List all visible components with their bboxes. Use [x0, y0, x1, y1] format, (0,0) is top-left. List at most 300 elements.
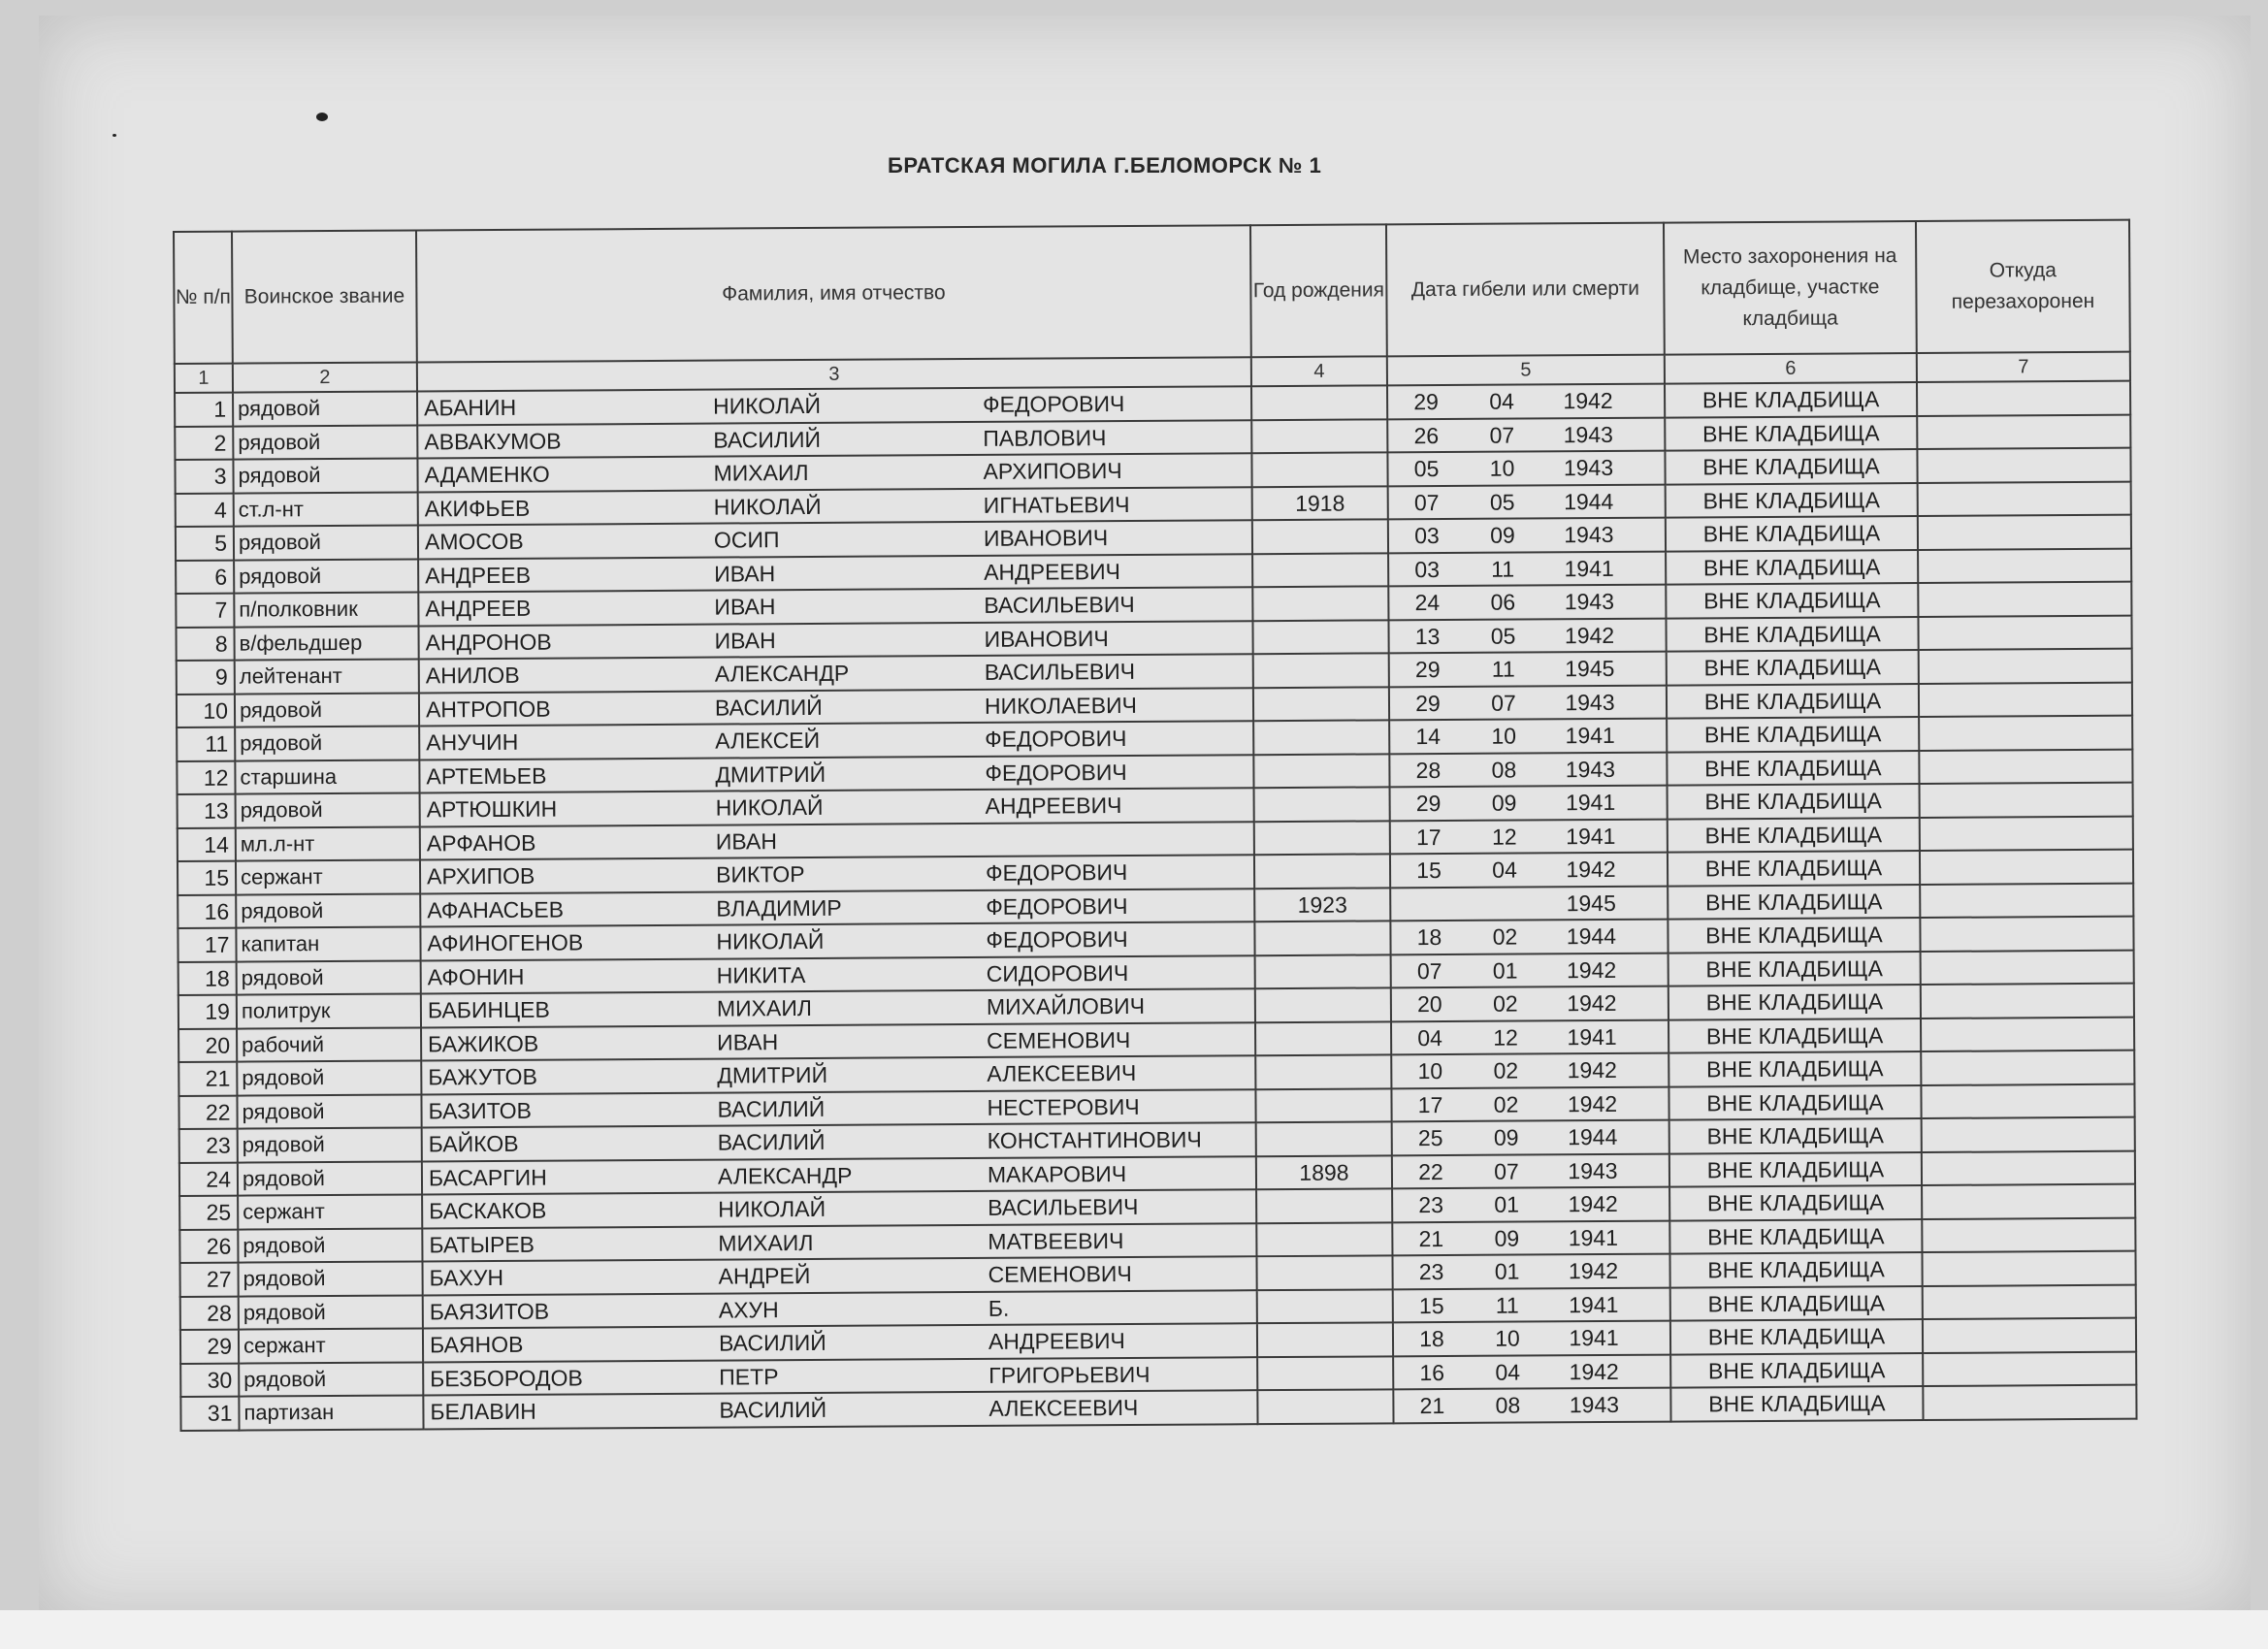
military-rank: рядовой — [233, 391, 417, 426]
death-year: 1942 — [1568, 1191, 1618, 1217]
full-name — [420, 822, 1254, 860]
full-name — [420, 788, 1254, 826]
death-day: 29 — [1413, 389, 1439, 415]
birth-year — [1256, 1255, 1392, 1289]
surname: БАТЫРЕВ — [429, 1231, 535, 1258]
death-date — [1388, 484, 1666, 519]
death-month: 12 — [1493, 1024, 1518, 1051]
register-rows — [175, 381, 2136, 1431]
full-name — [423, 1390, 1257, 1429]
death-month: 11 — [1491, 656, 1515, 682]
full-name — [418, 520, 1252, 559]
death-year: 1943 — [1563, 421, 1613, 447]
surname: БЕЛАВИН — [430, 1398, 536, 1425]
death-month: 04 — [1489, 388, 1514, 414]
full-name — [423, 1323, 1257, 1362]
birth-year — [1252, 553, 1388, 587]
full-name — [421, 1055, 1255, 1094]
patronymic: ВАСИЛЬЕВИЧ — [984, 592, 1135, 619]
reburied-from — [1919, 682, 2132, 717]
death-year: 1944 — [1566, 923, 1617, 950]
death-day: 18 — [1416, 924, 1442, 951]
death-year: 1944 — [1568, 1124, 1618, 1150]
death-day: 04 — [1417, 1024, 1442, 1051]
burial-place: ВНЕ КЛАДБИЩА — [1665, 416, 1917, 451]
death-year: 1943 — [1565, 689, 1615, 715]
patronymic: ИВАНОВИЧ — [984, 625, 1109, 652]
row-number: 23 — [179, 1129, 238, 1163]
death-date — [1392, 1220, 1669, 1255]
row-number: 7 — [176, 594, 234, 628]
death-year: 1942 — [1566, 857, 1616, 883]
death-day: 29 — [1414, 657, 1441, 683]
death-year: 1941 — [1565, 723, 1615, 749]
military-rank: рядовой — [236, 792, 420, 827]
death-day: 21 — [1418, 1225, 1444, 1251]
row-number: 21 — [178, 1062, 237, 1096]
death-date — [1389, 685, 1667, 720]
death-date — [1387, 451, 1665, 486]
birth-year — [1252, 586, 1388, 620]
death-month: 02 — [1493, 1057, 1519, 1083]
column-number: 6 — [1665, 353, 1917, 384]
death-year: 1942 — [1564, 622, 1615, 648]
military-rank: лейтенант — [235, 659, 419, 694]
death-month: 06 — [1490, 589, 1516, 615]
full-name — [421, 1089, 1255, 1128]
first-name: ВЛАДИМИР — [716, 894, 842, 922]
surname: БАХУН — [429, 1265, 504, 1291]
surname: АРТЕМЬЕВ — [426, 762, 547, 790]
row-number: 10 — [177, 694, 235, 728]
full-name — [420, 855, 1254, 893]
burial-place: ВНЕ КЛАДБИЩА — [1667, 751, 1919, 786]
death-day: 15 — [1418, 1292, 1444, 1318]
death-day: 23 — [1418, 1259, 1444, 1285]
burial-place: ВНЕ КЛАДБИЩА — [1668, 918, 1920, 953]
patronymic: НИКОЛАЕВИЧ — [984, 692, 1137, 719]
page-title: БРАТСКАЯ МОГИЛА Г.БЕЛОМОРСК № 1 — [888, 153, 1322, 178]
reburied-from — [1920, 883, 2133, 918]
patronymic: МИХАЙЛОВИЧ — [986, 993, 1146, 1020]
reburied-from — [1921, 984, 2134, 1018]
reburied-from — [1923, 1284, 2136, 1319]
death-day: 03 — [1414, 523, 1440, 549]
military-rank: рядовой — [237, 1060, 421, 1095]
row-number: 4 — [176, 493, 234, 527]
birth-year — [1256, 1222, 1392, 1256]
surname: АМОСОВ — [424, 529, 524, 555]
patronymic: СИДОРОВИЧ — [986, 959, 1129, 986]
death-day: 07 — [1413, 489, 1440, 515]
death-day: 03 — [1414, 556, 1441, 582]
column-number: 7 — [1917, 352, 2130, 382]
military-rank: рядовой — [238, 1228, 422, 1263]
death-year: 1942 — [1563, 388, 1613, 414]
military-rank: старшина — [235, 760, 419, 794]
burial-place: ВНЕ КЛАДБИЩА — [1669, 1152, 1922, 1187]
burial-place: ВНЕ КЛАДБИЩА — [1669, 985, 1921, 1019]
header-rank: Воинское звание — [232, 230, 417, 363]
patronymic: ФЕДОРОВИЧ — [985, 859, 1128, 887]
surname: АРФАНОВ — [426, 829, 536, 857]
death-date — [1389, 719, 1667, 754]
row-number: 5 — [176, 527, 234, 561]
full-name — [417, 386, 1251, 425]
surname: АДАМЕНКО — [424, 461, 550, 488]
birth-year — [1253, 687, 1389, 721]
surname: БАСАРГИН — [428, 1164, 547, 1191]
patronymic: КОНСТАНТИНОВИЧ — [987, 1126, 1202, 1154]
death-month: 10 — [1489, 455, 1515, 481]
death-year: 1943 — [1563, 455, 1614, 481]
birth-year: 1898 — [1256, 1155, 1392, 1189]
death-month: 02 — [1493, 990, 1518, 1017]
death-day: 24 — [1414, 590, 1441, 616]
death-day: 25 — [1417, 1125, 1443, 1151]
reburied-from — [1920, 783, 2133, 818]
full-name — [418, 587, 1252, 626]
reburied-from — [1921, 1083, 2134, 1118]
death-month: 07 — [1489, 422, 1515, 448]
burial-place: ВНЕ КЛАДБИЩА — [1668, 784, 1920, 819]
reburied-from — [1921, 1017, 2134, 1051]
death-day: 20 — [1417, 991, 1442, 1018]
death-date — [1392, 1254, 1669, 1289]
death-day: 29 — [1415, 791, 1442, 817]
patronymic: ФЕДОРОВИЧ — [983, 391, 1125, 418]
first-name: НИКОЛАЙ — [716, 928, 825, 954]
full-name — [421, 955, 1255, 994]
reburied-from — [1918, 515, 2131, 550]
patronymic: ФЕДОРОВИЧ — [985, 759, 1127, 786]
patronymic: ИВАНОВИЧ — [983, 525, 1109, 552]
full-name — [417, 420, 1251, 459]
military-rank: рядовой — [235, 726, 419, 760]
first-name: ВАСИЛИЙ — [719, 1397, 827, 1423]
death-date — [1389, 652, 1667, 687]
patronymic: ФЕДОРОВИЧ — [986, 926, 1128, 954]
death-date — [1391, 986, 1669, 1021]
row-number: 22 — [178, 1095, 237, 1129]
death-date — [1389, 752, 1667, 787]
death-date — [1390, 786, 1668, 821]
death-year: 1941 — [1565, 790, 1616, 816]
reburied-from — [1922, 1117, 2135, 1152]
surname: БАБИНЦЕВ — [427, 996, 550, 1023]
burial-place: ВНЕ КЛАДБИЩА — [1670, 1286, 1923, 1321]
patronymic: ИГНАТЬЕВИЧ — [983, 491, 1130, 518]
first-name: АНДРЕЙ — [718, 1263, 811, 1289]
scan-speck — [316, 113, 328, 121]
reburied-from — [1917, 448, 2130, 483]
death-date — [1393, 1321, 1670, 1356]
full-name — [418, 621, 1252, 660]
death-month: 09 — [1493, 1124, 1519, 1150]
death-month: 10 — [1491, 723, 1517, 749]
reburied-from — [1921, 1051, 2134, 1085]
patronymic: ВАСИЛЬЕВИЧ — [988, 1194, 1139, 1221]
military-rank: рядовой — [238, 1127, 422, 1162]
first-name: НИКИТА — [716, 961, 806, 988]
row-number: 15 — [178, 861, 236, 895]
surname: АФОНИН — [427, 963, 525, 990]
death-day: 22 — [1418, 1158, 1443, 1184]
death-month: 11 — [1491, 556, 1515, 582]
surname: БАСКАКОВ — [429, 1197, 547, 1224]
full-name — [422, 1156, 1256, 1195]
row-number: 19 — [178, 995, 237, 1029]
first-name: ВАСИЛИЙ — [718, 1330, 826, 1356]
death-month: 08 — [1491, 757, 1517, 783]
death-date — [1390, 819, 1668, 854]
row-number: 24 — [179, 1162, 238, 1196]
death-day: 17 — [1415, 824, 1442, 850]
reburied-from — [1918, 548, 2131, 583]
burial-place: ВНЕ КЛАДБИЩА — [1669, 1118, 1922, 1153]
burial-place: ВНЕ КЛАДБИЩА — [1666, 550, 1918, 585]
death-day: 07 — [1416, 957, 1442, 984]
full-name — [420, 889, 1254, 927]
first-name: ВАСИЛИЙ — [713, 426, 822, 453]
military-rank: рядовой — [237, 960, 421, 995]
military-rank: рядовой — [234, 525, 418, 560]
first-name: АЛЕКСЕЙ — [715, 728, 821, 754]
birth-year — [1254, 854, 1390, 888]
reburied-from — [1917, 381, 2130, 416]
reburied-from — [1917, 414, 2130, 449]
header-name: Фамилия, имя отчество — [416, 225, 1251, 362]
birth-year — [1251, 419, 1387, 453]
burial-place: ВНЕ КЛАДБИЩА — [1669, 1219, 1922, 1254]
burial-place: ВНЕ КЛАДБИЩА — [1667, 650, 1919, 685]
death-date — [1390, 853, 1668, 888]
first-name: АХУН — [718, 1296, 779, 1323]
surname: БАЗИТОВ — [428, 1097, 532, 1124]
birth-year — [1254, 921, 1390, 954]
row-number: 31 — [180, 1397, 239, 1431]
birth-year — [1255, 987, 1391, 1021]
patronymic: МАТВЕЕВИЧ — [988, 1227, 1124, 1254]
death-day: 15 — [1416, 857, 1442, 884]
first-name: ПЕТР — [719, 1363, 779, 1390]
death-month: 05 — [1490, 623, 1516, 649]
death-month: 04 — [1495, 1359, 1521, 1385]
military-rank: рядовой — [237, 1094, 421, 1129]
reburied-from — [1918, 481, 2131, 516]
death-date — [1391, 1053, 1669, 1088]
death-day: 29 — [1415, 690, 1441, 716]
military-rank: политрук — [237, 993, 421, 1028]
burial-place: ВНЕ КЛАДБИЩА — [1669, 1051, 1921, 1086]
first-name: МИХАИЛ — [716, 995, 812, 1021]
birth-year — [1253, 754, 1389, 788]
patronymic: Б. — [988, 1295, 1010, 1321]
header-death-date: Дата гибели или смерти — [1386, 223, 1665, 357]
burial-place: ВНЕ КЛАДБИЩА — [1666, 583, 1918, 618]
death-year: 1941 — [1569, 1325, 1619, 1351]
first-name: ВАСИЛИЙ — [717, 1095, 826, 1122]
burial-place: ВНЕ КЛАДБИЩА — [1667, 717, 1919, 752]
header-birth-year: Год рождения — [1250, 224, 1387, 357]
patronymic: АРХИПОВИЧ — [983, 458, 1122, 485]
header-row — [174, 220, 2130, 364]
full-name — [422, 1223, 1256, 1262]
burial-place: ВНЕ КЛАДБИЩА — [1670, 1319, 1923, 1354]
burial-place: ВНЕ КЛАДБИЩА — [1665, 382, 1917, 417]
death-year: 1943 — [1565, 756, 1616, 782]
military-rank: рядовой — [235, 693, 419, 728]
death-month: 02 — [1493, 1091, 1519, 1117]
death-date — [1387, 417, 1665, 452]
patronymic: ПАВЛОВИЧ — [983, 424, 1107, 451]
first-name: ДМИТРИЙ — [715, 760, 826, 788]
death-month: 01 — [1494, 1191, 1520, 1217]
reburied-from — [1923, 1318, 2136, 1353]
column-number: 3 — [417, 357, 1251, 391]
death-month: 09 — [1491, 790, 1517, 816]
reburied-from — [1920, 917, 2133, 952]
military-rank: п/полковник — [234, 592, 418, 627]
military-rank: рядовой — [239, 1295, 423, 1330]
reburied-from — [1919, 649, 2132, 684]
military-rank: сержант — [238, 1194, 422, 1229]
birth-year — [1257, 1289, 1393, 1323]
patronymic: МАКАРОВИЧ — [987, 1160, 1127, 1187]
reburied-from — [1923, 1385, 2136, 1420]
surname: БАЖИКОВ — [428, 1030, 539, 1057]
military-rank: рядовой — [233, 425, 417, 460]
column-number: 2 — [233, 362, 417, 392]
death-date — [1393, 1287, 1670, 1322]
birth-year — [1252, 519, 1388, 553]
full-name — [418, 554, 1252, 593]
patronymic: АНДРЕЕВИЧ — [984, 558, 1121, 585]
death-date — [1393, 1354, 1670, 1389]
military-rank: в/фельдшер — [234, 626, 418, 661]
death-year: 1942 — [1567, 990, 1617, 1017]
death-month: 09 — [1494, 1225, 1520, 1251]
death-year: 1942 — [1568, 1258, 1619, 1284]
birth-year — [1251, 385, 1387, 419]
first-name: ВИКТОР — [715, 861, 805, 888]
row-number: 26 — [179, 1229, 238, 1263]
full-name — [421, 988, 1255, 1027]
death-day: 28 — [1415, 757, 1442, 783]
header-reburied-from: Откуда перезахоронен — [1916, 220, 2130, 353]
burial-place: ВНЕ КЛАДБИЩА — [1669, 1085, 1921, 1120]
first-name: АЛЕКСАНДР — [717, 1162, 853, 1189]
reburied-from — [1922, 1251, 2135, 1286]
row-number: 29 — [180, 1330, 239, 1364]
death-day: 16 — [1419, 1359, 1445, 1385]
surname: БАЖУТОВ — [428, 1063, 537, 1090]
military-rank: ст.л-нт — [234, 492, 418, 527]
death-month: 10 — [1495, 1325, 1520, 1351]
patronymic: СЕМЕНОВИЧ — [988, 1261, 1132, 1288]
death-year: 1942 — [1567, 1090, 1618, 1116]
column-number: 1 — [175, 364, 233, 393]
full-name — [422, 1256, 1256, 1295]
burial-register-table — [173, 219, 2138, 1432]
death-date — [1388, 585, 1666, 620]
surname: БАЙКОВ — [428, 1131, 519, 1157]
surname: АНУЧИН — [426, 729, 519, 756]
death-date — [1388, 518, 1666, 553]
death-month: 08 — [1495, 1392, 1521, 1418]
row-number: 1 — [175, 393, 233, 427]
death-year: 1943 — [1568, 1157, 1618, 1183]
death-day: 21 — [1419, 1393, 1445, 1419]
surname: АНДРЕЕВ — [425, 596, 532, 622]
first-name: АЛЕКСАНДР — [714, 660, 850, 687]
death-year: 1943 — [1569, 1392, 1620, 1418]
birth-year — [1256, 1188, 1392, 1222]
full-name — [419, 755, 1253, 793]
full-name — [422, 1122, 1256, 1161]
birth-year — [1252, 620, 1388, 654]
death-year: 1942 — [1567, 956, 1617, 983]
death-date — [1391, 1019, 1669, 1054]
reburied-from — [1922, 1217, 2135, 1252]
surname: АНДРОНОВ — [425, 629, 552, 656]
military-rank: рядовой — [238, 1261, 422, 1296]
death-date — [1390, 920, 1668, 954]
burial-place: ВНЕ КЛАДБИЩА — [1666, 483, 1918, 518]
birth-year — [1255, 1021, 1391, 1055]
military-rank: рядовой — [236, 893, 420, 928]
row-number: 16 — [178, 894, 236, 928]
surname: БАЯЗИТОВ — [429, 1298, 550, 1325]
military-rank: сержант — [236, 859, 420, 894]
military-rank: рядовой — [238, 1161, 422, 1196]
first-name: ВАСИЛИЙ — [714, 694, 823, 721]
reburied-from — [1922, 1184, 2135, 1219]
death-year: 1941 — [1568, 1224, 1619, 1250]
death-date — [1391, 1086, 1669, 1121]
surname: АРТЮШКИН — [426, 795, 558, 823]
birth-year — [1255, 1054, 1391, 1088]
surname: АНИЛОВ — [425, 663, 520, 689]
death-year: 1941 — [1567, 1023, 1617, 1050]
patronymic: ГРИГОРЬЕВИЧ — [988, 1361, 1150, 1388]
death-day: 10 — [1417, 1058, 1443, 1084]
full-name — [422, 1189, 1256, 1228]
burial-place: ВНЕ КЛАДБИЩА — [1668, 851, 1920, 886]
death-month: 02 — [1492, 923, 1518, 950]
first-name: ОСИП — [713, 527, 780, 553]
column-number: 4 — [1251, 356, 1387, 386]
death-date — [1388, 551, 1666, 586]
birth-year — [1255, 954, 1391, 988]
row-number: 3 — [175, 460, 233, 494]
surname: АНТРОПОВ — [425, 695, 551, 723]
reburied-from — [1918, 582, 2131, 617]
birth-year — [1254, 821, 1390, 855]
death-date — [1387, 384, 1665, 419]
full-name — [417, 453, 1251, 492]
burial-place: ВНЕ КЛАДБИЩА — [1666, 617, 1918, 652]
first-name: ВАСИЛИЙ — [717, 1129, 826, 1155]
first-name: ИВАН — [714, 560, 776, 587]
military-rank: капитан — [236, 926, 420, 961]
row-number: 18 — [178, 961, 237, 995]
surname: АКИФЬЕВ — [424, 495, 531, 522]
row-number: 28 — [180, 1296, 239, 1330]
header-burial-place: Место захоронения на кладбище, участке кладбища — [1664, 221, 1917, 355]
row-number: 30 — [180, 1363, 239, 1397]
full-name — [420, 922, 1254, 960]
